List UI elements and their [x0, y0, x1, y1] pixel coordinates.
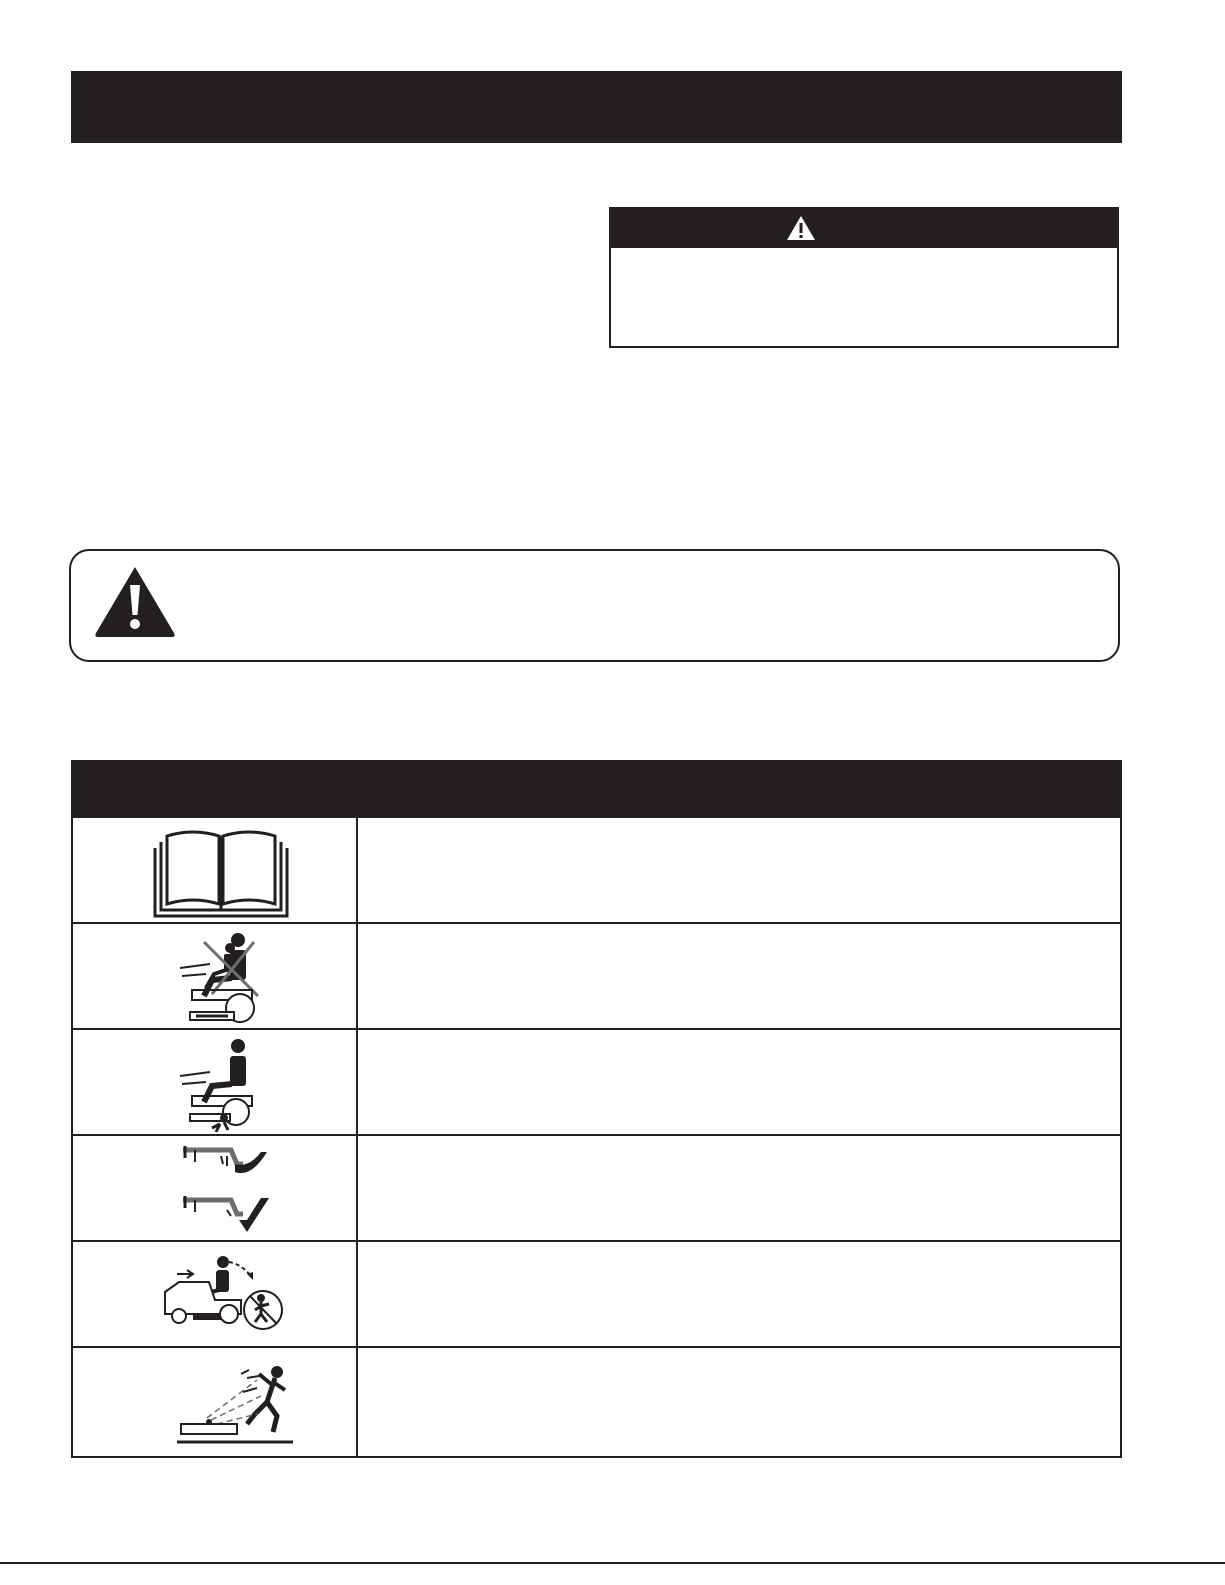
table-row [73, 816, 1120, 922]
table-row [73, 1240, 1120, 1346]
thrown-objects-icon [177, 1362, 297, 1448]
symbol-cell [73, 1030, 358, 1134]
no-passengers-icon [176, 928, 266, 1024]
section-header-bar [71, 71, 1122, 143]
symbol-cell [73, 924, 358, 1028]
safety-alert-triangle-icon [92, 563, 178, 639]
symbol-cell [73, 818, 358, 922]
symbol-cell [73, 1242, 358, 1346]
warning-box-header [611, 209, 1117, 248]
table-row [73, 1346, 1120, 1456]
table-header [73, 762, 1120, 818]
page-bottom-rule [0, 1562, 1225, 1564]
no-children-under-mower-icon [176, 1034, 266, 1132]
table-row [73, 1028, 1120, 1134]
safety-alert-box [69, 549, 1120, 662]
warning-box [609, 207, 1119, 348]
symbol-cell [73, 1136, 358, 1240]
read-manual-icon [151, 824, 291, 918]
table-row [73, 1134, 1120, 1240]
table-row [73, 922, 1120, 1028]
safety-symbols-table [71, 760, 1122, 1458]
symbol-cell [73, 1348, 358, 1456]
warning-triangle-icon [785, 214, 817, 242]
blade-hand-foot-hazard-icon [181, 1142, 271, 1238]
keep-children-away-icon [161, 1252, 286, 1338]
